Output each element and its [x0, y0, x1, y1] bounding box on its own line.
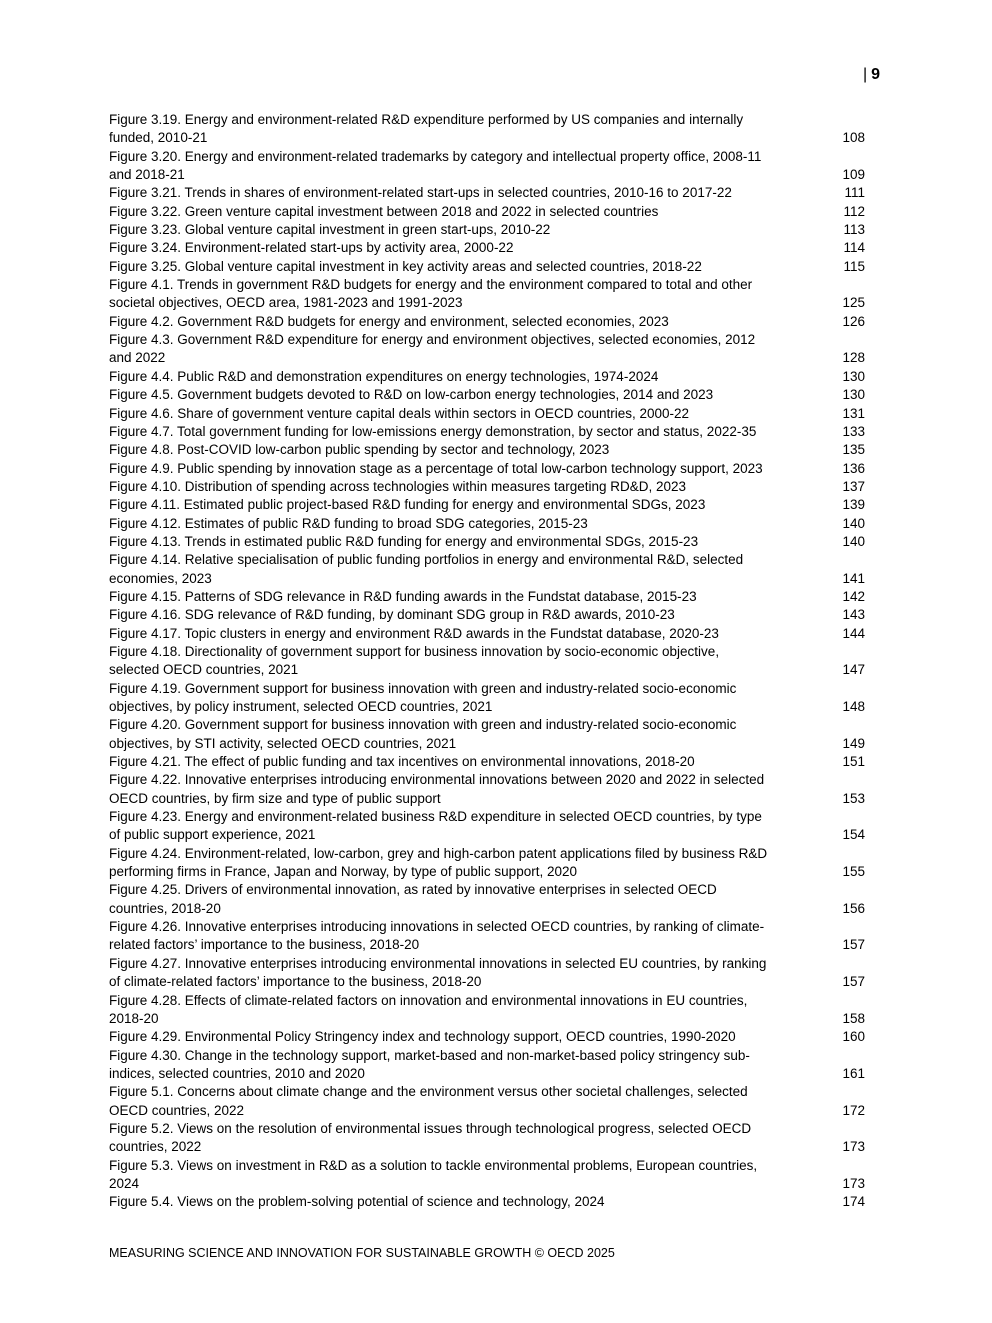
toc-entry[interactable] [109, 423, 869, 441]
entry-title-line: Figure 4.22. Innovative enterprises introducing environmental innovations between 2020 and 2022 in selected [109, 772, 765, 788]
entry-page-number: 161 [842, 1065, 865, 1081]
entry-page-number: 160 [842, 1029, 865, 1045]
entry-title-line: Figure 4.15. Patterns of SDG relevance in R&D funding awards in the Fundstat database, 2015-23 [109, 588, 697, 604]
toc-entry[interactable] [109, 588, 869, 606]
entry-title-line: Figure 4.27. Innovative enterprises introducing environmental innovations in selected EU countries, by ranking [109, 955, 767, 971]
entry-title-line: Figure 4.12. Estimates of public R&D funding to broad SDG categories, 2015-23 [109, 515, 588, 531]
toc-entry[interactable] [109, 1047, 869, 1084]
entry-title-line: Figure 4.9. Public spending by innovation stage as a percentage of total low-carbon technology support, 2023 [109, 460, 763, 476]
toc-entry[interactable] [109, 918, 869, 955]
entry-page-number: 126 [842, 313, 865, 329]
entry-page-number: 173 [842, 1175, 865, 1191]
entry-title-line: Figure 3.21. Trends in shares of environment-related start-ups in selected countries, 2010-16 to 2017-22 [109, 185, 732, 201]
entry-title-line: related factors’ importance to the business, 2018-20 [109, 937, 420, 953]
entry-title-line: Figure 3.25. Global venture capital investment in key activity areas and selected countries, 2018-22 [109, 258, 702, 274]
entry-page-number: 114 [843, 240, 865, 256]
entry-title-line: countries, 2018-20 [109, 900, 221, 916]
entry-title-line: Figure 4.21. The effect of public funding and tax incentives on environmental innovations, 2018-20 [109, 754, 695, 770]
entry-page-number: 140 [842, 515, 865, 531]
entry-title-line: selected OECD countries, 2021 [109, 662, 299, 678]
entry-page-number: 137 [842, 478, 865, 494]
toc-entry[interactable] [109, 221, 869, 239]
toc-entry[interactable] [109, 515, 869, 533]
entry-page-number: 172 [842, 1102, 865, 1118]
page-number: | 9 [863, 66, 881, 83]
entry-page-number: 108 [842, 130, 865, 146]
entry-title-line: Figure 4.11. Estimated public project-based R&D funding for energy and environmental SDGs, 2023 [109, 497, 706, 513]
toc-entry[interactable] [109, 551, 869, 588]
toc-entry[interactable] [109, 808, 869, 845]
toc-entry[interactable] [109, 313, 869, 331]
toc-entry[interactable] [109, 368, 869, 386]
toc-entry[interactable] [109, 111, 869, 148]
toc-entry[interactable] [109, 276, 869, 313]
entry-title-line: Figure 4.30. Change in the technology support, market-based and non-market-based policy stringency sub- [109, 1047, 750, 1063]
entry-title-line: objectives, by policy instrument, selected OECD countries, 2021 [109, 699, 493, 714]
entry-page-number: 128 [842, 350, 865, 366]
entry-title-line: Figure 3.22. Green venture capital investment between 2018 and 2022 in selected countries [109, 203, 659, 219]
toc-entry[interactable] [109, 386, 869, 404]
entry-title-line: Figure 4.20. Government support for business innovation with green and industry-related socio-economic [109, 717, 737, 733]
entry-page-number: 149 [842, 735, 865, 751]
toc-entry[interactable] [109, 1120, 869, 1157]
entry-title-line: of climate-related factors’ importance to the business, 2018-20 [109, 974, 482, 990]
entry-title-line: societal objectives, OECD area, 1981-2023 and 1991-2023 [109, 295, 463, 311]
entry-page-number: 133 [842, 423, 865, 439]
entry-title-line: Figure 4.8. Post-COVID low-carbon public spending by sector and technology, 2023 [109, 442, 610, 458]
entry-page-number: 136 [842, 460, 865, 476]
toc-entry[interactable] [109, 845, 869, 882]
entry-title-line: Figure 4.14. Relative specialisation of public funding portfolios in energy and environmental R&D, selected [109, 552, 744, 568]
entry-page-number: 109 [842, 167, 865, 183]
entry-page-number: 140 [842, 533, 865, 549]
entry-title-line: funded, 2010-21 [109, 130, 208, 146]
entry-title-line: and 2022 [109, 350, 166, 366]
entry-title-line: 2018-20 [109, 1010, 159, 1026]
toc-entry[interactable] [109, 184, 869, 202]
toc-entry[interactable] [109, 533, 869, 551]
entry-page-number: 155 [842, 864, 865, 880]
entry-title-line: Figure 4.18. Directionality of government support for business innovation by socio-economic objective, [109, 643, 720, 659]
entry-page-number: 157 [842, 937, 865, 953]
entry-title-line: Figure 4.3. Government R&D expenditure for energy and environment objectives, selected economies, 2012 [109, 332, 756, 348]
toc-entry[interactable] [109, 955, 869, 992]
entry-title-line: Figure 4.17. Topic clusters in energy and environment R&D awards in the Fundstat database, 2020-23 [109, 625, 719, 641]
toc-entry[interactable] [109, 716, 869, 753]
entry-page-number: 113 [843, 222, 865, 238]
entry-title-line: objectives, by STI activity, selected OECD countries, 2021 [109, 735, 457, 751]
toc-entry[interactable] [109, 625, 869, 643]
entry-page-number: 112 [843, 203, 865, 219]
entry-page-number: 130 [842, 368, 865, 384]
toc-entry[interactable] [109, 1083, 869, 1120]
entry-page-number: 153 [842, 790, 865, 806]
toc-entry[interactable] [109, 331, 869, 368]
entry-page-number: 143 [842, 607, 865, 623]
entry-page-number: 111 [844, 185, 865, 201]
entry-page-number: 141 [842, 570, 865, 586]
entry-title-line: Figure 4.24. Environment-related, low-carbon, grey and high-carbon patent applications filed by business R&D [109, 845, 768, 861]
entry-title-line: Figure 4.4. Public R&D and demonstration expenditures on energy technologies, 1974-2024 [109, 368, 659, 384]
entry-title-line: Figure 3.19. Energy and environment-related R&D expenditure performed by US companies and internally [109, 112, 744, 127]
toc-entry[interactable] [109, 881, 869, 918]
entry-title-line: performing firms in France, Japan and Norway, by type of public support, 2020 [109, 864, 577, 880]
entry-page-number: 158 [842, 1010, 865, 1026]
entry-page-number: 130 [842, 387, 865, 403]
toc-entry[interactable] [109, 1028, 869, 1046]
entry-title-line: Figure 4.10. Distribution of spending across technologies within measures targeting RD&D, 2023 [109, 478, 687, 494]
toc-entry[interactable] [109, 478, 869, 496]
entry-title-line: countries, 2022 [109, 1139, 202, 1155]
toc-entry[interactable] [109, 753, 869, 771]
entry-title-line: Figure 4.23. Energy and environment-related business R&D expenditure in selected OECD countries, by type [109, 809, 762, 825]
toc-entry[interactable] [109, 496, 869, 514]
entry-title-line: Figure 5.2. Views on the resolution of environmental issues through technological progress, selected OECD [109, 1120, 752, 1136]
entry-title-line: Figure 4.19. Government support for business innovation with green and industry-related socio-economic [109, 680, 737, 696]
entry-title-line: Figure 3.24. Environment-related start-ups by activity area, 2000-22 [109, 240, 514, 256]
entry-title-line: 2024 [109, 1175, 140, 1191]
toc-entry[interactable] [109, 1157, 869, 1194]
entry-title-line: OECD countries, by firm size and type of public support [109, 790, 441, 806]
entry-page-number: 144 [842, 625, 865, 641]
toc-entry[interactable] [109, 606, 869, 624]
toc-entry[interactable] [109, 643, 869, 680]
entry-title-line: and 2018-21 [109, 167, 185, 183]
entry-page-number: 157 [842, 974, 865, 990]
toc-entry[interactable] [109, 148, 869, 185]
entry-title-line: Figure 4.29. Environmental Policy Stringency index and technology support, OECD countries, 1990-2020 [109, 1029, 736, 1045]
entry-title-line: Figure 4.13. Trends in estimated public R&D funding for energy and environmental SDGs, 2015-23 [109, 533, 699, 549]
page-number-value: 9 [871, 66, 881, 83]
entry-page-number: 125 [842, 295, 865, 311]
toc-entry[interactable] [109, 1193, 869, 1211]
entry-page-number: 139 [842, 497, 865, 513]
entry-title-line: Figure 5.4. Views on the problem-solving potential of science and technology, 2024 [109, 1194, 605, 1210]
list-of-figures [109, 111, 869, 1212]
toc-entry[interactable] [109, 992, 869, 1029]
toc-entry[interactable] [109, 771, 869, 808]
entry-title-line: Figure 4.1. Trends in government R&D budgets for energy and the environment compared to total and other [109, 277, 753, 293]
entry-page-number: 142 [842, 588, 865, 604]
entry-page-number: 174 [842, 1194, 865, 1210]
toc-entry[interactable] [109, 239, 869, 257]
entry-title-line: Figure 4.26. Innovative enterprises introducing innovations in selected OECD countries, by ranking of climate- [109, 919, 765, 935]
entry-title-line: Figure 4.5. Government budgets devoted to R&D on low-carbon energy technologies, 2014 and 2023 [109, 387, 714, 403]
toc-entry[interactable] [109, 203, 869, 221]
entry-title-line: economies, 2023 [109, 570, 212, 586]
entry-title-line: indices, selected countries, 2010 and 2020 [109, 1065, 365, 1081]
entry-page-number: 115 [843, 258, 865, 274]
toc-entry[interactable] [109, 680, 869, 717]
entry-title-line: Figure 5.3. Views on investment in R&D as a solution to tackle environmental problems, European countries, [109, 1157, 758, 1173]
toc-entry[interactable] [109, 258, 869, 276]
entry-page-number: 135 [842, 442, 865, 458]
entry-title-line: Figure 5.1. Concerns about climate change and the environment versus other societal challenges, selected [109, 1084, 748, 1100]
toc-entry[interactable] [109, 405, 869, 423]
footer: MEASURING SCIENCE AND INNOVATION FOR SUSTAINABLE GROWTH © OECD 2025 [109, 1246, 615, 1260]
toc-entry[interactable] [109, 460, 869, 478]
entry-page-number: 156 [842, 900, 865, 916]
entry-page-number: 147 [842, 662, 865, 678]
entry-page-number: 131 [842, 405, 865, 421]
toc-entry[interactable] [109, 441, 869, 459]
entry-title-line: Figure 3.20. Energy and environment-related trademarks by category and intellectual property office, 2008-11 [109, 148, 762, 164]
entry-page-number: 154 [842, 827, 865, 843]
entry-title-line: Figure 4.2. Government R&D budgets for energy and environment, selected economies, 2023 [109, 313, 669, 329]
entry-title-line: Figure 4.16. SDG relevance of R&D funding, by dominant SDG group in R&D awards, 2010-23 [109, 607, 675, 623]
entry-title-line: of public support experience, 2021 [109, 827, 316, 843]
entry-title-line: Figure 4.28. Effects of climate-related factors on innovation and environmental innovations in EU countries, [109, 992, 748, 1008]
entry-title-line: Figure 4.6. Share of government venture capital deals within sectors in OECD countries, 2000-22 [109, 405, 690, 421]
entry-title-line: Figure 3.23. Global venture capital investment in green start-ups, 2010-22 [109, 222, 551, 238]
entry-page-number: 148 [842, 699, 865, 714]
entry-page-number: 151 [842, 754, 865, 770]
entry-title-line: Figure 4.7. Total government funding for low-emissions energy demonstration, by sector and status, 2022-35 [109, 423, 757, 439]
entry-page-number: 173 [842, 1139, 865, 1155]
entry-title-line: Figure 4.25. Drivers of environmental innovation, as rated by innovative enterprises in selected OECD [109, 882, 717, 898]
entry-title-line: OECD countries, 2022 [109, 1102, 245, 1118]
